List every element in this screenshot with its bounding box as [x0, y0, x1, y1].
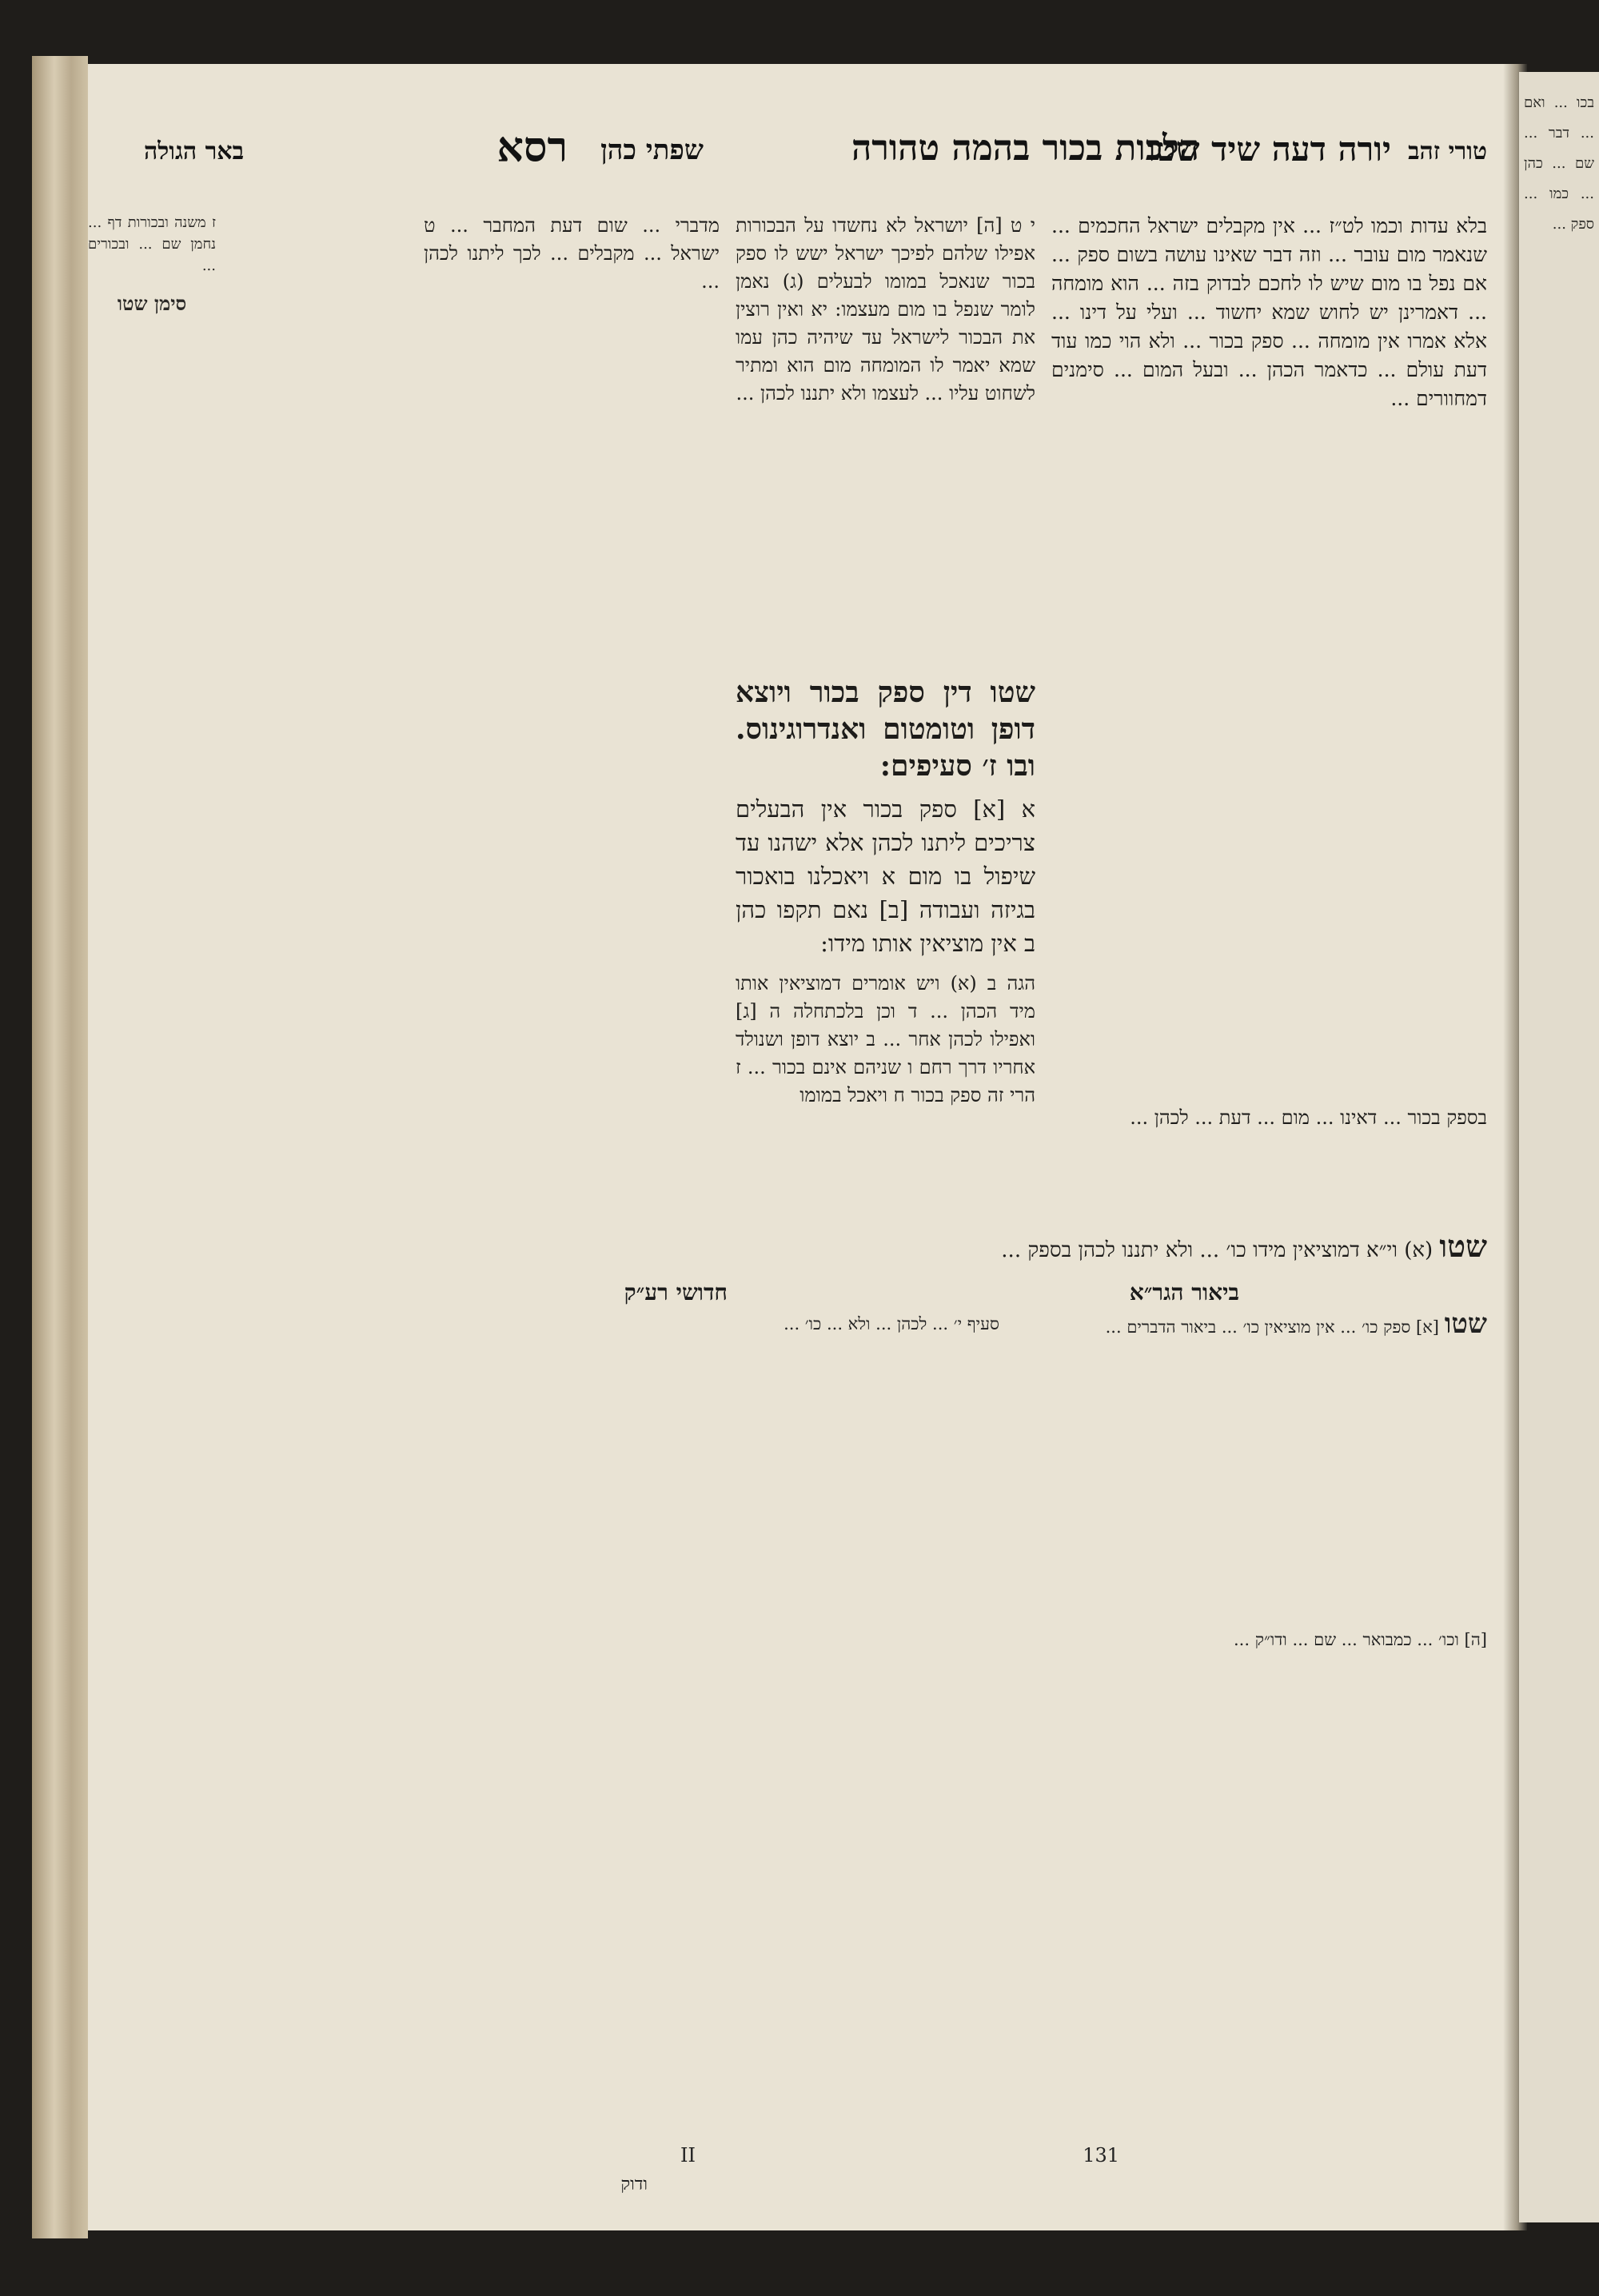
catchword: ודוק [620, 2174, 648, 2194]
siman-commentary-start [248, 1228, 1487, 1266]
header-folio: רסא [496, 123, 568, 172]
header-yoreh-deah: יורה דעה שיד שטו [1146, 130, 1391, 169]
page-edge [32, 56, 88, 2238]
header-beer-hagolah: באר הגולה [144, 138, 245, 165]
gra-column [1019, 1308, 1487, 1341]
rak-heading: חדושי רע״ק [624, 1279, 728, 1305]
shulchan-aruch-text: א [א] ספק בכור אין הבעלים צריכים ליתנו לכהן אלא ישהנו עד שיפול בו מום א ויאכלנו בואכור בגיזה ועבודה [ב] נאם תקפו כהן ב אין מוציאין אותו מידו: [736, 795, 1035, 957]
shach-column: מדברי ... שום דעת המחבר ... ט ישראל ... מקבלים ... לכך ליתנו לכהן ... [424, 214, 720, 293]
book-page [88, 64, 1511, 2230]
beer-hagolah-text: ז משנה ובכורות דף ... נחמן שם ... ובכורים ... [88, 214, 216, 274]
siman-marker: שטו [1439, 1228, 1487, 1264]
header-title: הלכות בכור בהמה טהורה [851, 128, 1199, 169]
rak-column: סעיף י׳ ... לכהן ... ולא ... כו׳ ... [784, 1314, 999, 1333]
bottom-commentary: [ה] וכו׳ ... כמבואר ... שם ... ודו״ק ... [1234, 1630, 1487, 1649]
header-turei-zahav: טורי זהב [1408, 138, 1487, 165]
gra-siman-marker: שטו [1444, 1308, 1487, 1340]
shulchan-aruch-continuation: י ט [ה] יושראל לא נחשדו על הבכורות אפילו שלהם לפיכך ישראל ישש לו ספק בכור שנאכל במומו לבעלים (ג) נאמן לומר שנפל בו מום מעצמו: יא ואין רוצין את הבכור לישראל עד שיהיה כהן עמו שמא יאמר לו המומחה מום הוא ומתיר לשחוט עליו ... לעצמו ולא יתננו לכהן ... [736, 214, 1035, 405]
beer-hagolah-column [88, 212, 216, 322]
rema-gloss: הגה ב (א) ויש אומרים דמוציאין אותו מיד הכהן ... ד וכן בלכתחלה ה [ג] ואפילו לכהן אחר ... ב יוצא דופן ושנולד אחריו דרך רחם ו שניהם אינם בכור ... ז הרי זה ספק בכור ח ויאכל במומו [736, 972, 1035, 1106]
next-page [1519, 72, 1599, 2222]
siman-commentary-text: (א) וי״א דמוציאין מידו כו׳ ... ולא יתננו לכהן בספק ... [1001, 1238, 1434, 1262]
folio-mark: II [680, 2144, 696, 2166]
siman-heading: שטו דין ספק בכור ויוצא דופן וטומטום ואנדרוגינוס. ובו ז׳ סעיפים: [736, 676, 1035, 783]
taz-column: בלא עדות וכמו לט״ז ... אין מקבלים ישראל החכמים ... שנאמר מום עובר ... וזה דבר שאינו עושה בשום ספק ... אם נפל בו מום שיש לו לחכם לבדוק בזה ... הוא מומחה ... דאמרינן יש לחוש שמא יחשוד ... ועלי על דינו ... אלא אמרו אין מומחה ... ספק בכור ... ולא הוי כמו עוד דעת עולם ... כדאמר הכהן ... ובעל המום ... סימנים דמחוורים ... [1051, 214, 1487, 410]
wide-commentary-line: בספק בכור ... דאינו ... מום ... דעת ... לכהן ... [1130, 1106, 1487, 1129]
page-header [136, 120, 1487, 184]
folio-number: 131 [1083, 2144, 1119, 2166]
header-shiftei-cohen: שפתי כהן [600, 134, 704, 166]
beer-siman-label: סימן שטו [117, 292, 187, 315]
next-page-text: בכו ... ואם ... דבר ... שם ... כהן ... כמו ... ספק ... [1524, 94, 1594, 233]
gra-heading: ביאור הגר״א [1129, 1279, 1239, 1305]
gra-text: [א] ספק כו׳ ... אין מוציאין כו׳ ... ביאור הדברים ... [1105, 1317, 1439, 1337]
